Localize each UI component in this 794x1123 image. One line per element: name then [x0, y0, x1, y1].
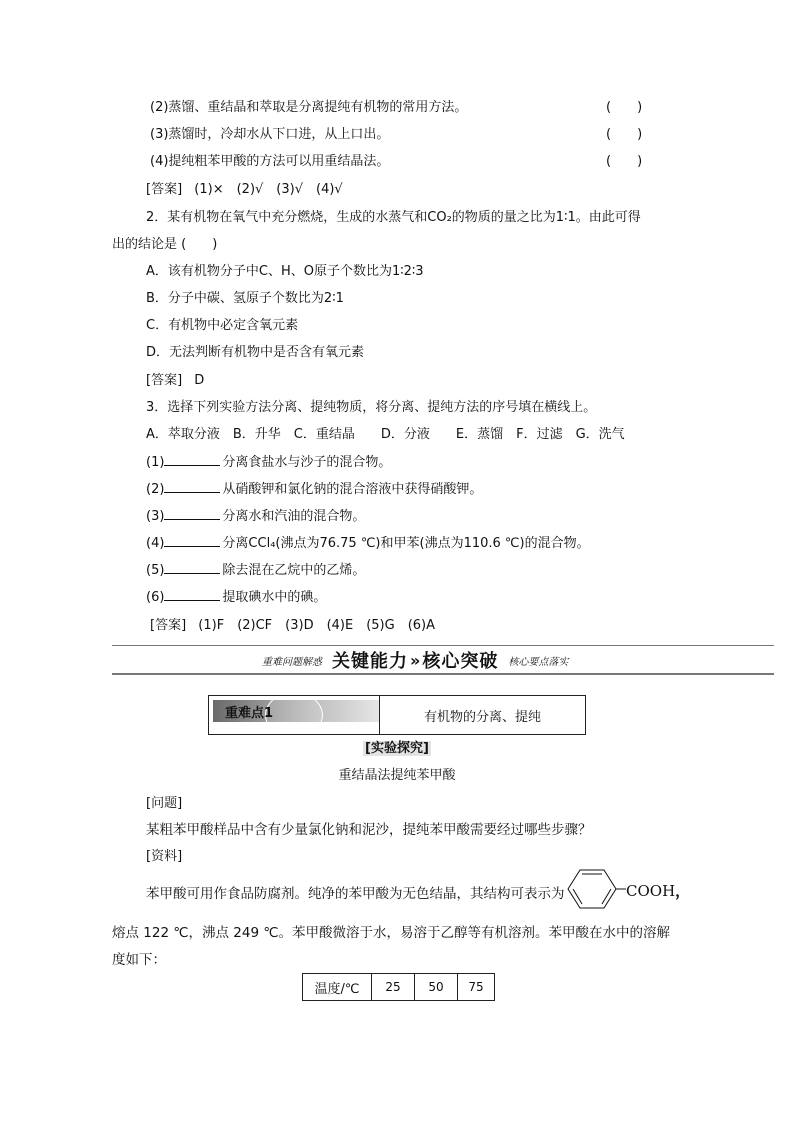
section-banner [262, 648, 568, 672]
q1-item-text: (4)提纯粗苯甲酸的方法可以用重结晶法。 [150, 154, 390, 169]
answer-blank[interactable] [164, 534, 220, 547]
experiment-title: 重结晶法提纯苯甲酸 [338, 768, 456, 783]
table-cell: 50 [415, 974, 458, 1001]
banner-arrow-icon: » [410, 650, 421, 670]
q3-item-text: 从硝酸钾和氯化钠的混合溶液中获得硝酸钾。 [222, 482, 483, 497]
q2-option-a: A．该有机物分子中C、H、O原子个数比为1∶2∶3 [146, 264, 424, 279]
q3-item-2 [146, 478, 482, 497]
q1-paren-2: ( ) [606, 100, 643, 115]
q1-paren-3: ( ) [606, 127, 643, 142]
q3-stem: 3．选择下列实验方法分离、提纯物质，将分离、提纯方法的序号填在横线上。 [146, 400, 597, 415]
q2-stem-line1: 2．某有机物在氧气中充分燃烧，生成的水蒸气和CO₂的物质的量之比为1∶1。由此可得 [146, 210, 641, 225]
table-cell: 75 [458, 974, 495, 1001]
question-text: 某粗苯甲酸样品中含有少量氯化钠和泥沙，提纯苯甲酸需要经过哪些步骤？ [146, 822, 592, 838]
key-point-title: 有机物的分离、提纯 [423, 709, 541, 725]
answer-blank[interactable] [164, 561, 220, 574]
answer-blank[interactable] [164, 588, 220, 601]
answer-blank[interactable] [164, 480, 220, 493]
q2-option-d: D．无法判断有机物中是否含有氧元素 [146, 345, 365, 360]
answer-label: [答案] [146, 182, 183, 197]
material-line-3: 度如下： [112, 952, 166, 968]
material-label: [资料] [146, 849, 183, 864]
question-label: [问题] [146, 796, 183, 811]
q3-item-3 [146, 505, 365, 524]
q3-item-num: (5) [146, 563, 165, 578]
answer-value: (1)F (2)CF (3)D (4)E (5)G (6)A [198, 618, 436, 633]
q3-item-4 [146, 532, 590, 551]
q3-item-text: 分离食盐水与沙子的混合物。 [222, 455, 392, 470]
q3-item-text: 分离水和汽油的混合物。 [222, 509, 366, 524]
q1-paren-4: ( ) [606, 154, 643, 169]
carboxyl-group-label [626, 880, 690, 901]
q2-stem-line2: 出的结论是 ( ) [112, 237, 218, 252]
q3-item-5 [146, 559, 365, 578]
table-cell: 25 [372, 974, 415, 1001]
experiment-tag-text: [实验探究] [365, 741, 429, 756]
benzene-ring-structure [566, 866, 628, 912]
banner-rule-top [112, 645, 774, 646]
answer-label: [答案] [150, 618, 187, 633]
key-point-decor-shape [265, 696, 323, 734]
q2-option-b: B．分子中碳、氢原子个数比为2∶1 [146, 291, 344, 306]
q1-item-3 [150, 123, 389, 142]
solubility-table [302, 973, 495, 1001]
banner-main-2: 核心突破 [422, 651, 499, 672]
banner-rule-bottom [112, 673, 774, 675]
answer-2 [146, 369, 204, 388]
q3-item-num: (1) [146, 455, 165, 470]
banner-right-text: 核心要点落实 [508, 656, 569, 668]
formula-comma: ， [675, 882, 691, 900]
answer-value: (1)× (2)√ (3)√ (4)√ [194, 182, 343, 197]
answer-1 [146, 178, 343, 197]
q3-item-1 [146, 451, 391, 470]
q3-item-num: (3) [146, 509, 165, 524]
q3-methods: A．萃取分液 B．升华 C．重结晶 D．分液 E．蒸馏 F．过滤 G．洗气 [146, 427, 625, 442]
key-point-label: 重难点1 [225, 706, 274, 721]
q3-item-text: 除去混在乙烷中的乙烯。 [222, 563, 366, 578]
answer-blank[interactable] [164, 453, 220, 466]
answer-3 [150, 614, 435, 633]
table-header-cell: 温度/℃ [303, 974, 372, 1001]
key-point-label-cell [209, 696, 380, 734]
carboxyl-group-text: COOH [626, 882, 676, 900]
banner-main-1: 关键能力 [332, 651, 408, 672]
answer-value: D [194, 373, 205, 388]
answer-label: [答案] [146, 373, 183, 388]
q1-item-4 [150, 150, 389, 169]
table-row [303, 974, 495, 1001]
q3-item-text: 分离CCl₄(沸点为76.75 ℃)和甲苯(沸点为110.6 ℃)的混合物。 [222, 536, 590, 551]
q1-item-text: (2)蒸馏、重结晶和萃取是分离提纯有机物的常用方法。 [150, 100, 468, 115]
q3-item-6 [146, 586, 326, 605]
experiment-tag [0, 737, 794, 756]
q3-item-num: (4) [146, 536, 165, 551]
material-line-2: 熔点 122 ℃，沸点 249 ℃。苯甲酸微溶于水，易溶于乙醇等有机溶剂。苯甲酸在水中的溶解 [112, 925, 671, 941]
q2-option-c: C．有机物中必定含氧元素 [146, 318, 299, 333]
key-point-box [208, 695, 586, 735]
banner-left-text: 重难问题解惑 [262, 656, 322, 668]
material-line-1: 苯甲酸可用作食品防腐剂。纯净的苯甲酸为无色结晶，其结构可表示为 [146, 886, 565, 902]
q3-item-num: (2) [146, 482, 165, 497]
answer-blank[interactable] [164, 507, 220, 520]
q3-item-text: 提取碘水中的碘。 [222, 590, 327, 605]
q1-item-2 [150, 96, 467, 115]
q3-item-num: (6) [146, 590, 165, 605]
q1-item-text: (3)蒸馏时，冷却水从下口进，从上口出。 [150, 127, 390, 142]
